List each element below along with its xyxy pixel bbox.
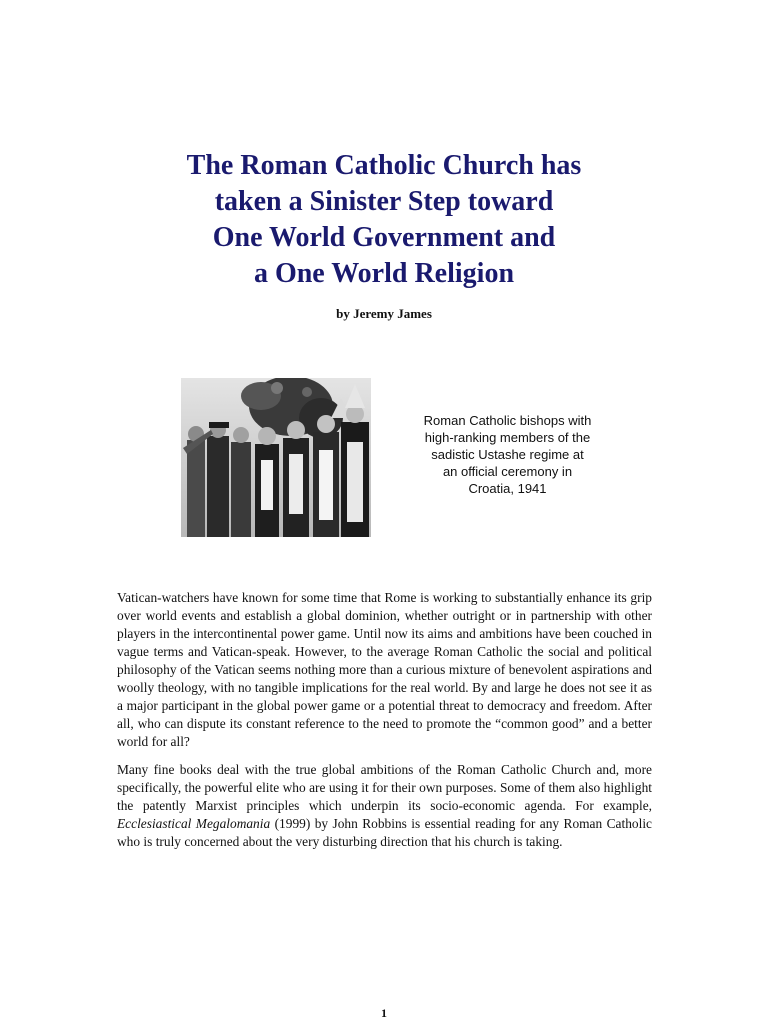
article-body: [117, 589, 652, 861]
author-byline: by Jeremy James: [336, 306, 432, 321]
document-title: [0, 148, 768, 292]
caption-line: Roman Catholic bishops with: [423, 413, 592, 428]
photo-illustration: [181, 378, 371, 537]
caption-line: high-ranking members of the: [424, 430, 591, 445]
paragraph: [117, 761, 652, 851]
caption-line: an official ceremony in: [442, 464, 573, 479]
page-number: 1: [381, 1006, 387, 1020]
paragraph-text: (1999) by John Robbins is essential reading for any Roman Catholic who is truly concerned about the very disturbing direction that his church is taking.: [117, 816, 652, 849]
title-line: a One World Religion: [253, 258, 515, 289]
caption-line: sadistic Ustashe regime at: [431, 447, 584, 462]
title-line: One World Government and: [212, 222, 556, 253]
caption-line: Croatia, 1941: [468, 481, 547, 496]
paragraph: Vatican-watchers have known for some time that Rome is working to substantially enhance its grip over world events and establish a global dominion, whether outright or in partnership with other players in the intercontinental power game. Until now its aims and ambitions have been couched in vague terms and Vatican-speak. However, to the average Roman Catholic the social and political philosophy of the Vatican seems nothing more than a curious mixture of benevolent aspirations and woolly theology, with no tangible implications for the real world. By and large he does not see it as a major participant in the global power game or a potential threat to democracy and freedom. After all, who can dispute its constant reference to the need to promote the “common good” and a better world for all?: [117, 590, 652, 749]
figure-caption: [400, 412, 615, 497]
book-title: Ecclesiastical Megalomania: [117, 816, 271, 831]
title-line: taken a Sinister Step toward: [214, 186, 554, 217]
paragraph-text: Many fine books deal with the true global ambitions of the Roman Catholic Church and, more specifically, the powerful elite who are using it for their own purposes. Some of them also highlight the patently Marxist principles which underpin its socio-economic agenda. For example,: [117, 762, 652, 813]
historical-photo: [181, 378, 371, 537]
title-line: The Roman Catholic Church has: [186, 150, 582, 181]
